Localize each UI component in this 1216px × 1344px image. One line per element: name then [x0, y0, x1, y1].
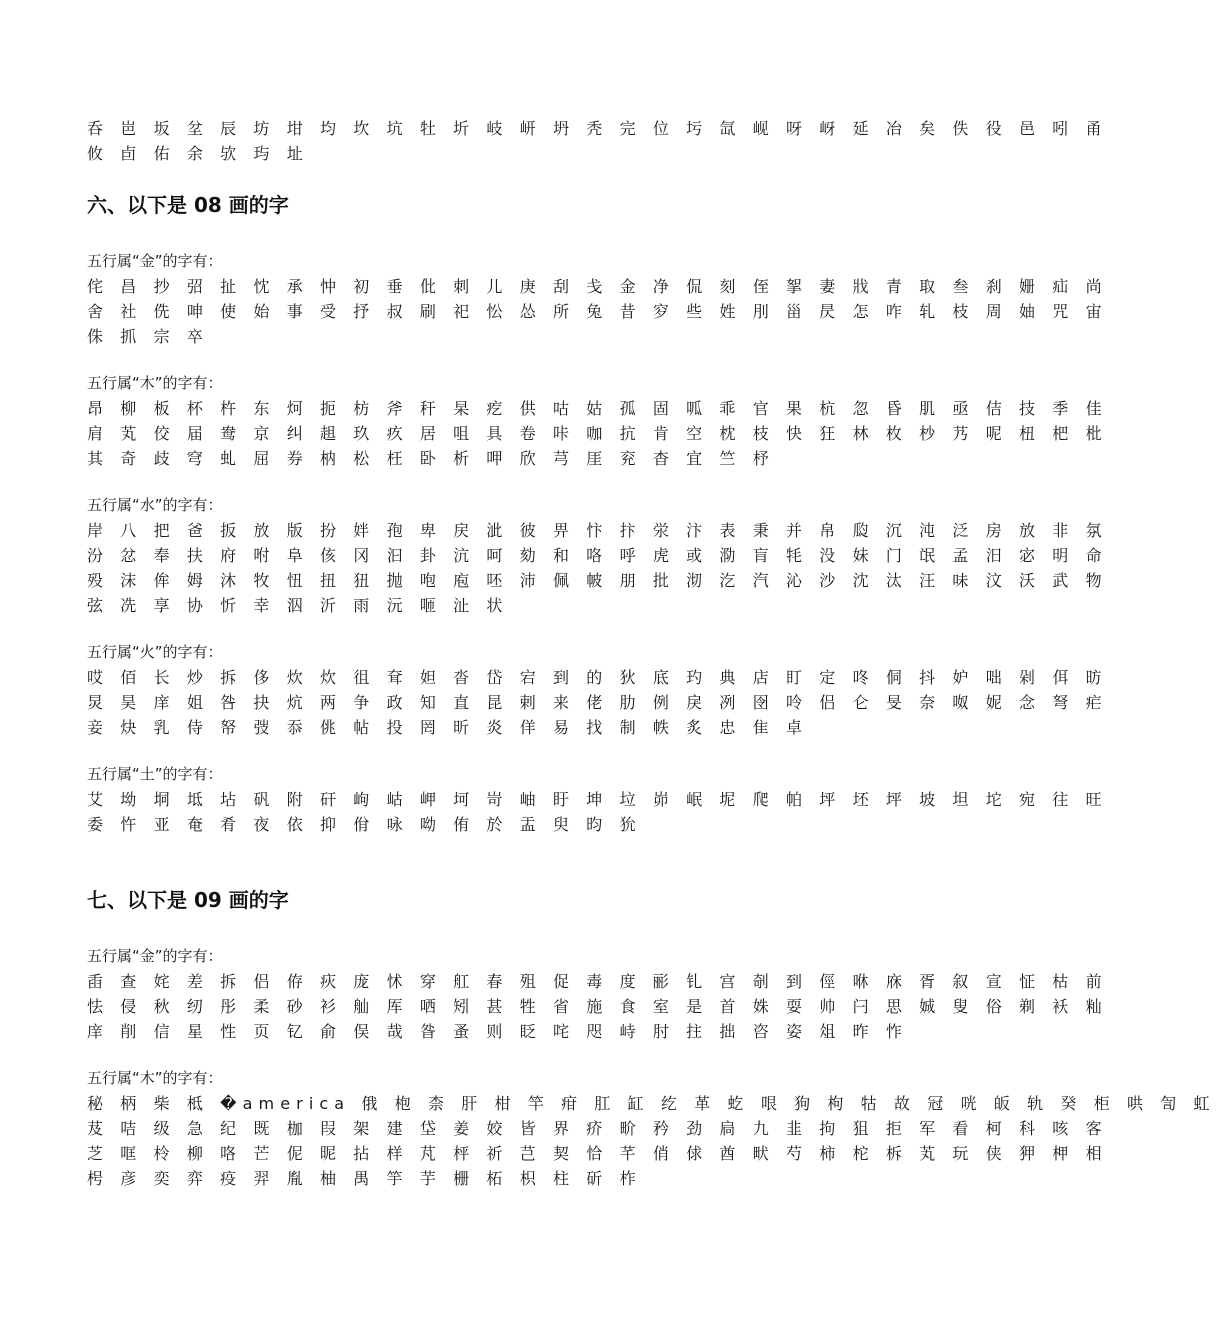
char-line: 芨 咭 级 急 纪 既 枷 叚 架 建 垈 姜 姣 皆 界 疥 畍 矜 劲 扃 九 韭 拘 狙 拒 军 看 柯 科 咳 客: [87, 1119, 1108, 1138]
group-label: 五行属“木”的字有：: [87, 1069, 223, 1087]
char-line: 秘 柄 柴 柢 �america 俄 枹 柰 肝 柑 竿 疳 肛 缸 纥 革 虼 哏 狗 枸 牯 故 冠 咣 皈 轨 癸 柜 哄 訇 虹: [87, 1094, 1216, 1113]
char-line: 昂 柳 板 杯 杵 东 炣 扼 枋 斧 秆 杲 疙 供 咕 姑 孤 固 呱 乖 官 果 杭 忽 昏 肌 亟 佶 技 季 佳: [87, 399, 1108, 418]
group-metal-09: [87, 944, 1108, 1044]
group-label: 五行属“金”的字有：: [87, 252, 223, 270]
group-wood-08: [87, 371, 1108, 471]
char-line: 庠 削 信 星 性 页 钇 俞 俣 哉 昝 蚤 则 眨 咤 咫 峙 肘 拄 拙 咨 姿 俎 昨 怍: [87, 1022, 908, 1041]
char-line: 呑 岜 坂 坌 辰 坊 坩 均 坎 坑 牡 圻 岐 岍 坍 秃 完 位 圬 氙 岘 呀 岈 延 冶 矣 佚 役 邑 吲 甬: [87, 119, 1108, 138]
group-fire-08: [87, 640, 1108, 740]
char-line: 炅 昊 庠 姐 咎 抉 炕 两 争 政 知 直 昆 剌 来 佬 肋 例 戾 冽 囹 呤 侣 仑 旻 奈 呶 妮 念 弩 疟: [87, 693, 1108, 712]
char-line: 妾 炔 乳 侍 帑 弢 忝 佻 帖 投 罔 昕 炎 佯 易 找 制 帙 炙 忠 隹 卓: [87, 718, 809, 737]
document-page: [87, 116, 1216, 1191]
char-line: 怯 侵 秋 纫 彤 柔 砂 衫 舢 厍 哂 矧 甚 牲 省 施 食 室 是 首 姝 耍 帅 闩 思 娍 叟 俗 剃 袄 籼: [87, 997, 1108, 1016]
char-line: 岸 八 把 爸 扳 放 版 扮 姅 孢 卑 戻 泚 彼 畀 忭 抃 泶 汴 表 秉 并 帛 瓝 沉 沌 泛 房 放 非 氛: [87, 521, 1108, 540]
group-label: 五行属“水”的字有：: [87, 496, 223, 514]
char-line: 哎 佰 长 炒 拆 侈 炊 炊 徂 耷 妲 沓 岱 宕 到 的 狄 底 玓 典 店 盯 定 咚 侗 抖 妒 咄 剁 佴 昉: [87, 668, 1108, 687]
group-metal-08: [87, 249, 1108, 349]
char-line: 艾 坳 垌 坻 坫 矾 附 矸 岣 岵 岬 坷 岢 岫 盱 坤 垃 峁 岷 坭 爬 帕 坪 坯 坪 坡 坦 坨 宛 往 旺: [87, 790, 1108, 809]
char-line: 肩 芄 佼 届 鸯 京 纠 趄 玖 疚 居 咀 具 卷 咔 咖 抗 肯 空 枕 枝 快 狂 林 枚 杪 艿 呢 杻 杷 枇: [87, 424, 1108, 443]
group-label: 五行属“金”的字有：: [87, 947, 223, 965]
char-line: 芝 哐 柃 柳 咯 芒 伲 昵 拈 样 芃 枰 祈 芑 契 恰 芊 俏 俅 酋 畎 芍 柿 柁 柝 芄 玩 侠 狎 柙 相: [87, 1144, 1108, 1163]
section-heading-09: 七、以下是 09 画的字: [87, 888, 289, 912]
char-line: 侘 昌 抄 弨 扯 忱 承 忡 初 垂 仳 刺 儿 庚 刮 戋 金 净 侃 刻 侄 挐 妻 戕 青 取 叁 刹 姗 疝 尚: [87, 277, 1108, 296]
group-label: 五行属“土”的字有：: [87, 765, 223, 783]
char-line: 臿 查 姹 差 拆 侣 侟 疢 庞 怵 穿 舡 春 殂 促 毒 度 彨 钆 宫 剞 到 俓 咻 庥 胥 叙 宣 怔 枯 前: [87, 972, 1108, 991]
char-line: 枵 彦 奕 弈 疫 羿 胤 柚 禺 竽 芋 栅 柘 枳 柱 斫 柞: [87, 1169, 642, 1188]
group-label: 五行属“木”的字有：: [87, 374, 223, 392]
char-line: 汾 忿 奉 扶 府 咐 阜 侅 冈 汩 卦 沆 呵 劾 和 咯 呼 虎 或 泐 肓 牦 没 妹 门 氓 孟 汨 宓 明 命: [87, 546, 1108, 565]
char-line: 其 奇 歧 穹 虬 屈 券 枘 松 枉 卧 析 呷 欣 芎 厓 兖 杳 宜 竺 杼: [87, 449, 775, 468]
char-line: 委 忤 亚 奄 肴 夜 依 抑 佾 咏 呦 侑 於 盂 臾 昀 狁: [87, 815, 642, 834]
char-line: 殁 沫 侔 姆 沐 牧 忸 扭 狃 抛 咆 庖 呸 沛 佩 帔 朋 批 沏 汔 汽 沁 沙 沈 汰 汪 味 汶 沃 武 物: [87, 571, 1108, 590]
char-line: 侏 抓 宗 卒: [87, 327, 209, 346]
group-label: 五行属“火”的字有：: [87, 643, 223, 661]
group-water-08: [87, 493, 1108, 618]
group-earth-08: [87, 762, 1108, 837]
char-line: 弦 冼 享 协 忻 幸 泅 沂 雨 沅 咂 沚 状: [87, 596, 509, 615]
group-wood-09: [87, 1066, 1216, 1191]
char-line: 舍 社 侁 呻 使 始 事 受 抒 叔 刷 祀 忪 怂 所 兔 昔 穸 些 姓 刖 甾 昃 怎 咋 轧 枝 周 妯 咒 宙: [87, 302, 1108, 321]
char-line: 攸 卣 佑 余 欤 玙 址: [87, 144, 309, 163]
section-heading-08: 六、以下是 08 画的字: [87, 193, 289, 217]
